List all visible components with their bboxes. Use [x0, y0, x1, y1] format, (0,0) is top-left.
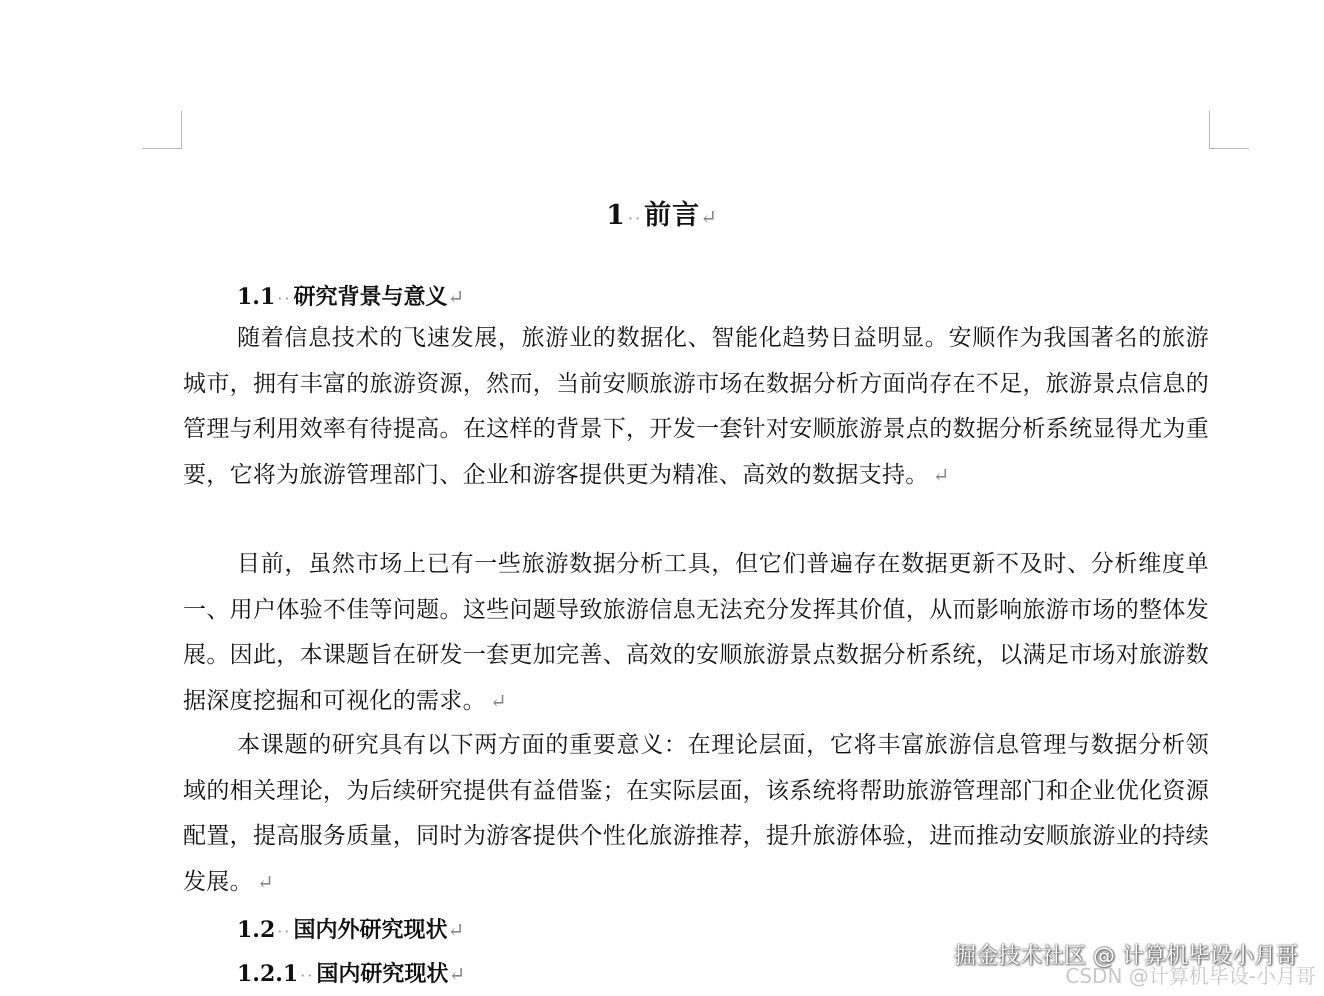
paragraph-mark: ↵ [700, 205, 718, 229]
section-title: 国内研究现状 [316, 961, 449, 987]
title-number: 1 [606, 200, 626, 231]
section-title: 研究背景与意义 [293, 284, 448, 310]
section-title: 国内外研究现状 [293, 917, 448, 943]
paragraph-text: 随着信息技术的飞速发展，旅游业的数据化、智能化趋势日益明显。安顺作为我国著名的旅游城市，拥有丰富的旅游资源，然而，当前安顺旅游市场在数据分析方面尚存在不足，旅游景点信息的管理与利用效率有待提高。在这样的背景下，开发一套针对安顺旅游景点的数据分析系统显得尤为重要，它将为旅游管理部门、企业和游客提供更为精准、高效的数据支持。 [183, 325, 1209, 488]
paragraph-mark: ↵ [932, 462, 950, 487]
space-marker: ·· [277, 289, 292, 308]
section-heading-1-1 [237, 280, 464, 311]
paragraph-mark: ↵ [447, 918, 465, 942]
paragraph-text: 本课题的研究具有以下两方面的重要意义：在理论层面，它将丰富旅游信息管理与数据分析领域的相关理论，为后续研究提供有益借鉴；在实际层面，该系统将帮助旅游管理部门和企业优化资源配置，提高服务质量，同时为游客提供个性化旅游推荐，提升旅游体验，进而推动安顺旅游业的持续发展。 [183, 732, 1209, 895]
paragraph-1 [183, 316, 1209, 498]
section-number: 1.2 [237, 917, 276, 943]
paragraph-3 [183, 723, 1209, 905]
paragraph-mark: ↵ [447, 285, 465, 309]
watermark-juejin: 掘金技术社区 @ 计算机毕设小月哥 [954, 944, 1298, 969]
section-number: 1.2.1 [237, 961, 299, 987]
space-marker: ·· [300, 966, 315, 985]
paragraph-mark: ↵ [256, 869, 274, 894]
space-marker: ·· [277, 922, 292, 941]
watermark-csdn: CSDN @计算机毕设-小月哥 [1065, 964, 1316, 988]
paragraph-text: 目前，虽然市场上已有一些旅游数据分析工具，但它们普遍存在数据更新不及时、分析维度单一、用户体验不佳等问题。这些问题导致旅游信息无法充分发挥其价值，从而影响旅游市场的整体发展。因此，本课题旨在研发一套更加完善、高效的安顺旅游景点数据分析系统，以满足市场对旅游数据深度挖掘和可视化的需求。 [183, 551, 1209, 714]
space-marker: ·· [627, 209, 643, 228]
paragraph-2 [183, 542, 1209, 724]
section-heading-1-2 [237, 913, 464, 944]
title-text: 前言 [644, 200, 701, 231]
section-number: 1.1 [237, 284, 276, 310]
section-heading-1-2-1 [237, 957, 465, 988]
paragraph-mark: ↵ [448, 962, 466, 986]
page-title [0, 193, 1324, 232]
paragraph-mark: ↵ [489, 688, 507, 713]
